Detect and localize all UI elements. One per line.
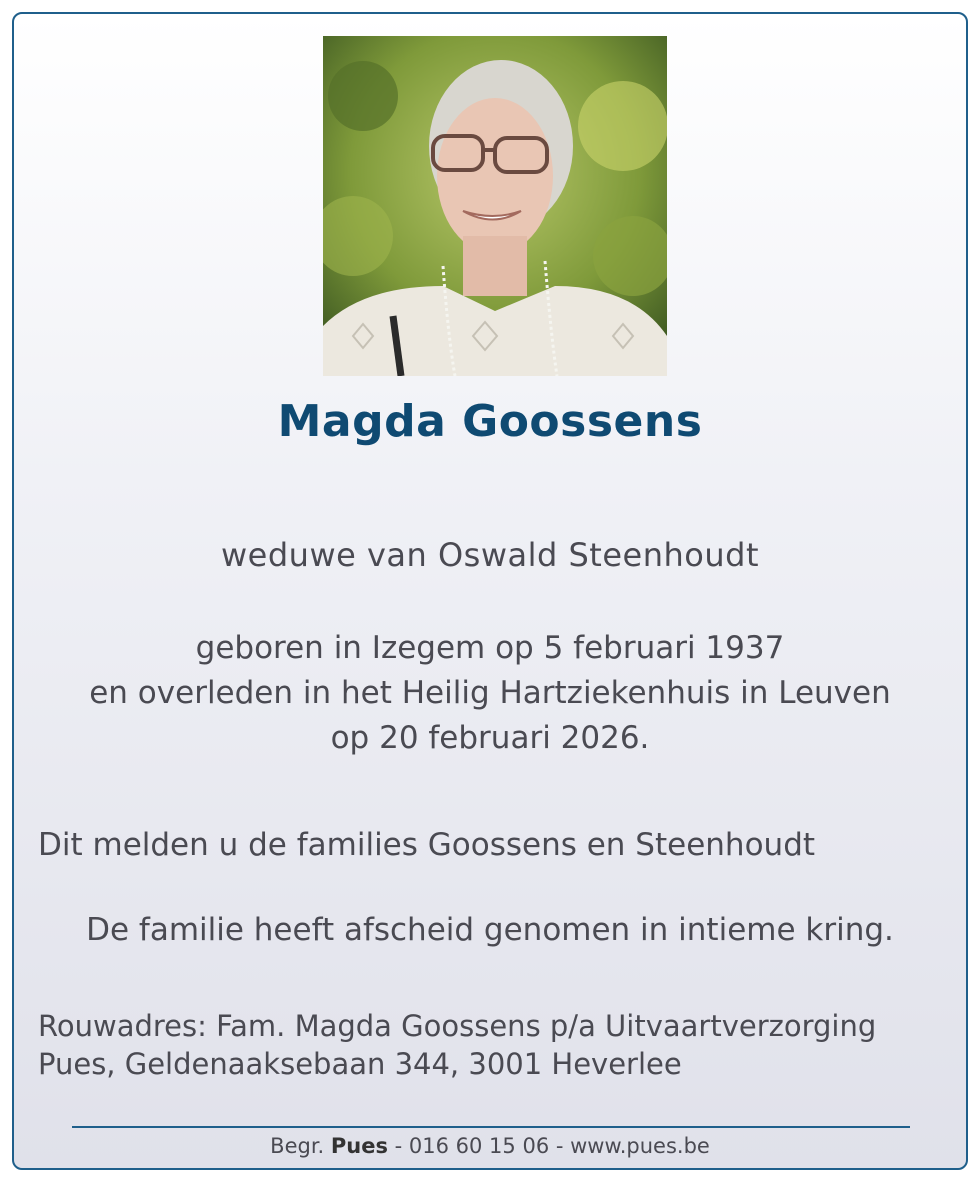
obituary-card: [12, 12, 968, 1170]
announcement-text: Dit melden u de families Goossens en Steenhoudt: [38, 827, 816, 863]
mourning-address: [38, 1007, 876, 1083]
footer-separator: -: [387, 1134, 409, 1158]
footer-phone: 016 60 15 06: [408, 1134, 550, 1158]
footer-divider: [72, 1126, 910, 1128]
footer-website[interactable]: www.pues.be: [570, 1134, 710, 1158]
widow-line: weduwe van Oswald Steenhoudt: [220, 536, 759, 574]
deceased-name: Magda Goossens: [277, 396, 703, 447]
birth-death-dates: [14, 626, 966, 761]
address-line-1: Rouwadres: Fam. Magda Goossens p/a Uitvaartverzorging: [38, 1009, 877, 1043]
funeral-home-name: Pues: [330, 1134, 388, 1158]
portrait-photo: [323, 36, 667, 376]
death-date-line: op 20 februari 2026.: [330, 720, 650, 756]
birth-line: geboren in Izegem op 5 februari 1937: [195, 630, 785, 666]
farewell-text: De familie heeft afscheid genomen in intieme kring.: [86, 912, 894, 948]
footer-prefix: Begr.: [270, 1134, 331, 1158]
funeral-home-footer: [14, 1134, 966, 1158]
footer-separator: -: [549, 1134, 571, 1158]
death-place-line: en overleden in het Heilig Hartziekenhuis in Leuven: [89, 675, 891, 711]
address-line-2: Pues, Geldenaaksebaan 344, 3001 Heverlee: [38, 1047, 682, 1081]
